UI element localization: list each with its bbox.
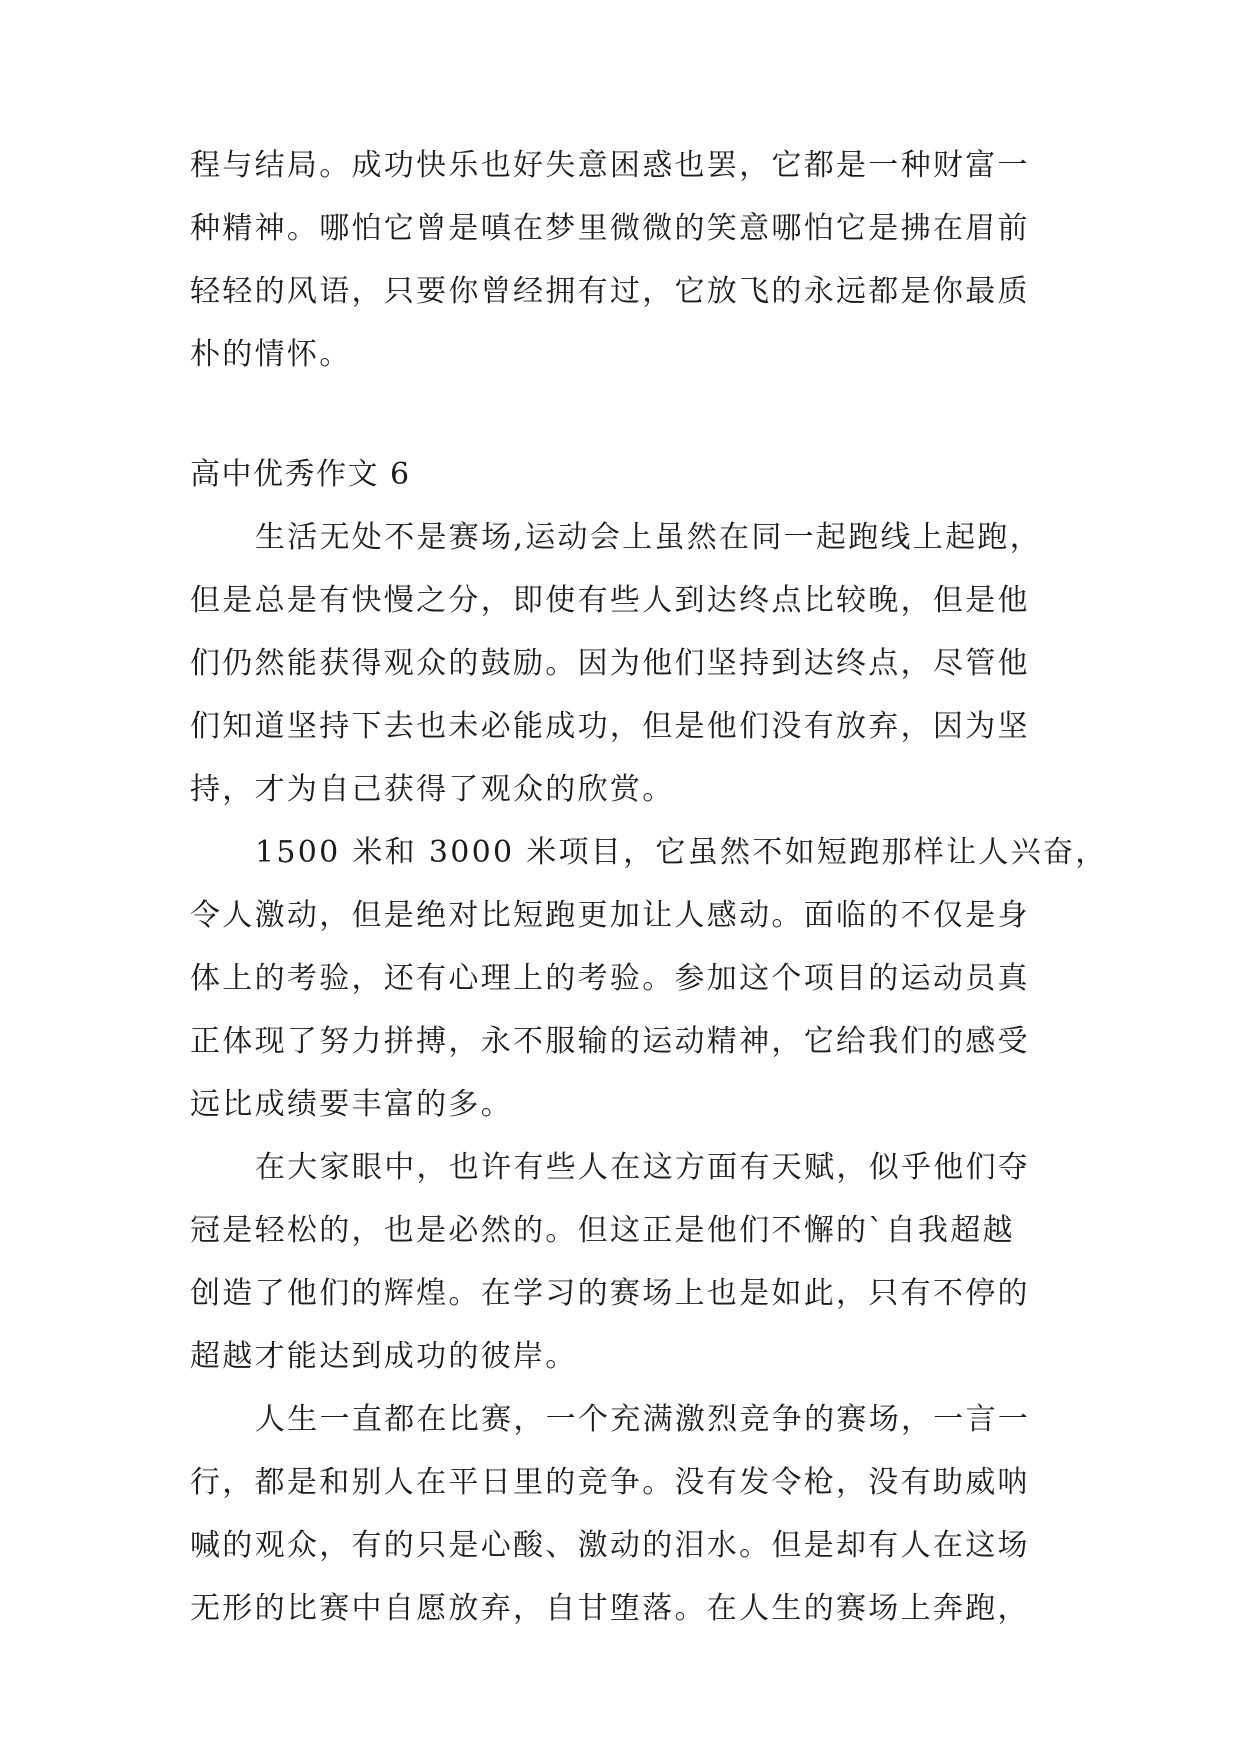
text-line: 行，都是和别人在平日里的竞争。没有发令枪，没有助威呐 <box>190 1465 1030 1500</box>
text-line: 令人激动，但是绝对比短跑更加让人感动。面临的不仅是身 <box>190 898 1030 933</box>
text-line: 朴的情怀。 <box>190 337 352 372</box>
section-heading: 高中优秀作文 6 <box>190 457 411 492</box>
text-line: 创造了他们的辉煌。在学习的赛场上也是如此，只有不停的 <box>190 1276 1030 1311</box>
text-line: 们仍然能获得观众的鼓励。因为他们坚持到达终点，尽管他 <box>190 646 1030 681</box>
text-line: 冠是轻松的，也是必然的。但这正是他们不懈的`自我超越 <box>190 1213 1015 1248</box>
text-line: 生活无处不是赛场,运动会上虽然在同一起跑线上起跑， <box>255 520 1043 555</box>
text-line: 们知道坚持下去也未必能成功，但是他们没有放弃，因为坚 <box>190 709 1030 744</box>
text-line: 超越才能达到成功的彼岸。 <box>190 1339 578 1374</box>
text-line: 无形的比赛中自愿放弃，自甘堕落。在人生的赛场上奔跑， <box>190 1591 1030 1626</box>
text-line: 远比成绩要丰富的多。 <box>190 1087 513 1122</box>
text-line: 正体现了努力拼搏，永不服输的运动精神，它给我们的感受 <box>190 1024 1030 1059</box>
text-line: 种精神。哪怕它曾是嗔在梦里微微的笑意哪怕它是拂在眉前 <box>190 211 1030 246</box>
text-line: 但是总是有快慢之分，即使有些人到达终点比较晚，但是他 <box>190 583 1030 618</box>
text-line: 程与结局。成功快乐也好失意困惑也罢，它都是一种财富一 <box>190 148 1030 183</box>
text-line: 轻轻的风语，只要你曾经拥有过，它放飞的永远都是你最质 <box>190 274 1030 309</box>
text-line: 1500 米和 3000 米项目，它虽然不如短跑那样让人兴奋， <box>255 835 1108 870</box>
text-line: 喊的观众，有的只是心酸、激动的泪水。但是却有人在这场 <box>190 1528 1030 1563</box>
text-line: 人生一直都在比赛，一个充满激烈竞争的赛场，一言一 <box>255 1402 1031 1437</box>
text-line: 在大家眼中，也许有些人在这方面有天赋，似乎他们夺 <box>255 1150 1031 1185</box>
text-line: 体上的考验，还有心理上的考验。参加这个项目的运动员真 <box>190 961 1030 996</box>
text-line: 持，才为自己获得了观众的欣赏。 <box>190 772 675 807</box>
